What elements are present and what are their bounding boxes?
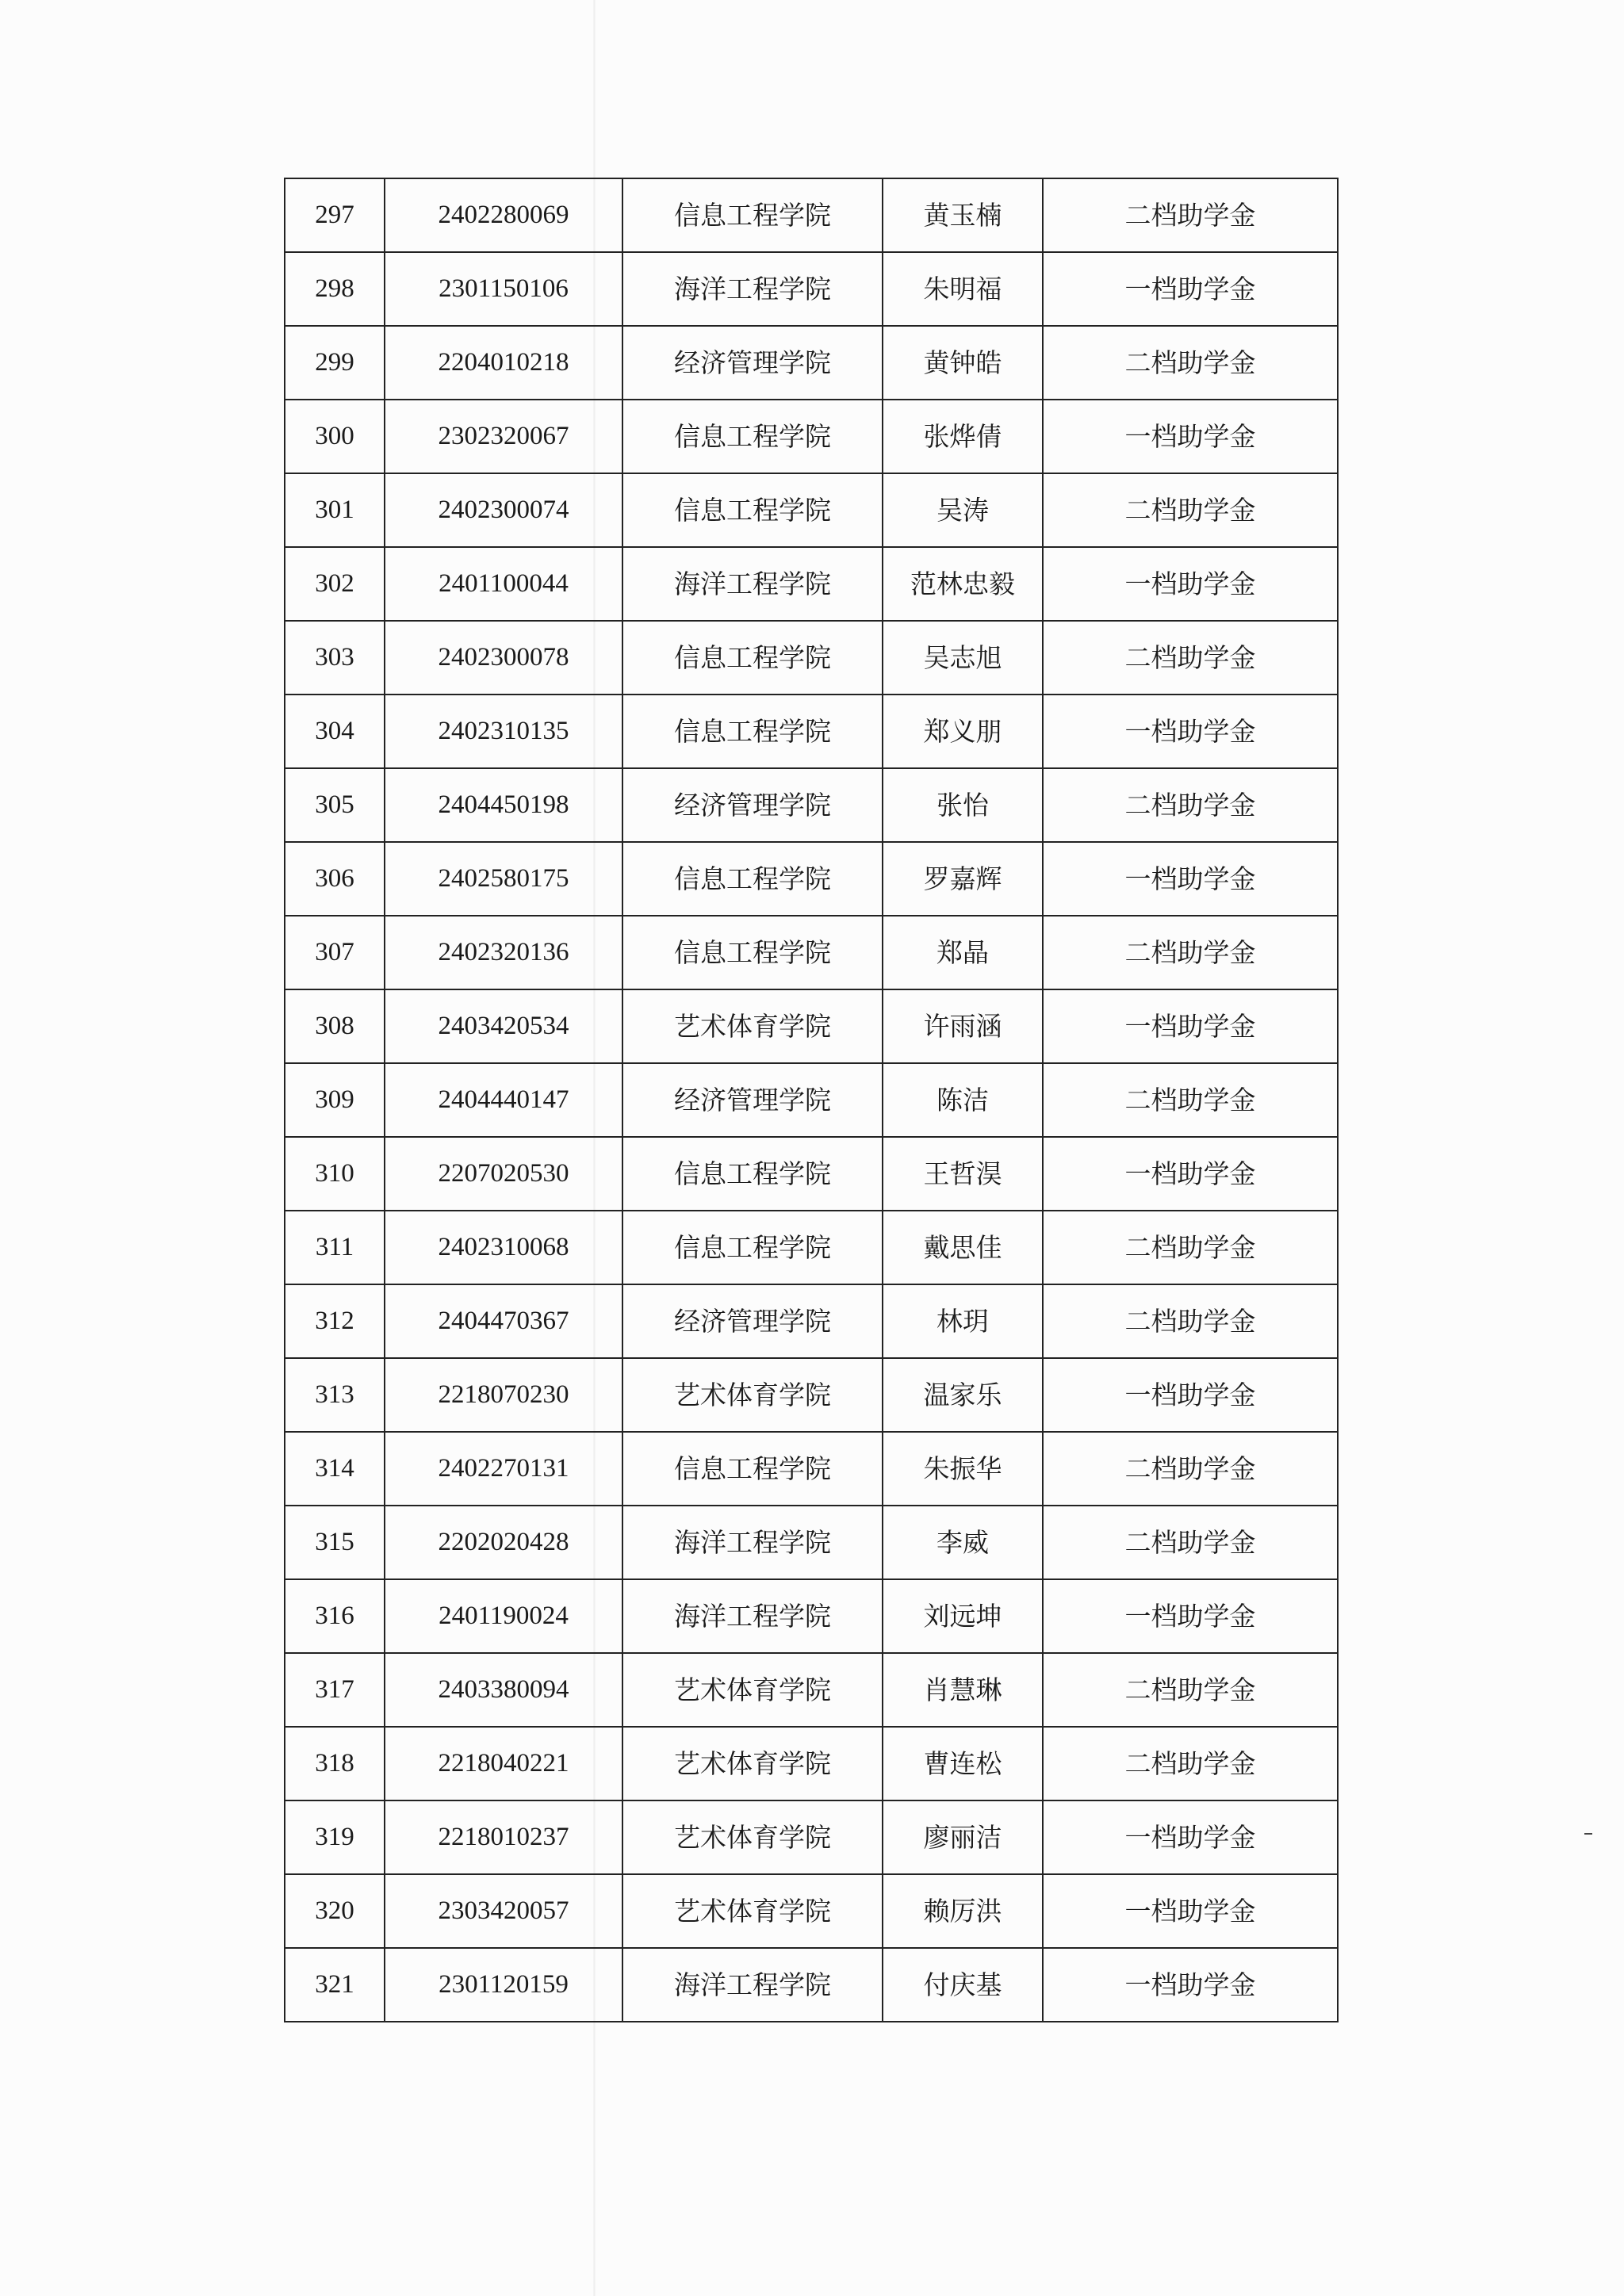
student-name-cell: 黄钟皓 <box>883 326 1043 400</box>
table-row <box>285 1506 1338 1579</box>
college-cell: 信息工程学院 <box>622 400 883 473</box>
table-row <box>285 1432 1338 1506</box>
table-row <box>285 473 1338 547</box>
student-name-cell: 许雨涵 <box>883 989 1043 1063</box>
college-cell: 信息工程学院 <box>622 695 883 768</box>
student-name-cell: 林玥 <box>883 1284 1043 1358</box>
grant-level-cell: 一档助学金 <box>1043 842 1338 916</box>
table-row <box>285 1063 1338 1137</box>
student-id-cell: 2218040221 <box>385 1727 622 1800</box>
student-id-cell: 2301120159 <box>385 1948 622 2022</box>
student-id-cell: 2303420057 <box>385 1874 622 1948</box>
student-name-cell: 陈洁 <box>883 1063 1043 1137</box>
row-number-cell: 319 <box>285 1800 385 1874</box>
table-row <box>285 1211 1338 1284</box>
table-row <box>285 695 1338 768</box>
student-name-cell: 罗嘉辉 <box>883 842 1043 916</box>
student-name-cell: 吴志旭 <box>883 621 1043 695</box>
grant-level-cell: 一档助学金 <box>1043 1948 1338 2022</box>
student-name-cell: 王哲淏 <box>883 1137 1043 1211</box>
scan-mark <box>1584 1833 1592 1835</box>
student-name-cell: 范林忠毅 <box>883 547 1043 621</box>
table-row <box>285 1727 1338 1800</box>
row-number-cell: 297 <box>285 178 385 252</box>
student-name-cell: 肖慧琳 <box>883 1653 1043 1727</box>
row-number-cell: 312 <box>285 1284 385 1358</box>
grant-level-cell: 一档助学金 <box>1043 547 1338 621</box>
table-row <box>285 1948 1338 2022</box>
student-name-cell: 曹连松 <box>883 1727 1043 1800</box>
student-id-cell: 2204010218 <box>385 326 622 400</box>
row-number-cell: 318 <box>285 1727 385 1800</box>
table-row <box>285 768 1338 842</box>
row-number-cell: 303 <box>285 621 385 695</box>
college-cell: 艺术体育学院 <box>622 1800 883 1874</box>
college-cell: 信息工程学院 <box>622 178 883 252</box>
row-number-cell: 307 <box>285 916 385 989</box>
college-cell: 海洋工程学院 <box>622 1506 883 1579</box>
student-id-cell: 2402280069 <box>385 178 622 252</box>
table-row <box>285 1284 1338 1358</box>
student-id-cell: 2402320136 <box>385 916 622 989</box>
student-id-cell: 2302320067 <box>385 400 622 473</box>
grant-level-cell: 二档助学金 <box>1043 621 1338 695</box>
table-row <box>285 1579 1338 1653</box>
grant-level-cell: 一档助学金 <box>1043 1874 1338 1948</box>
college-cell: 海洋工程学院 <box>622 1948 883 2022</box>
table-row <box>285 252 1338 326</box>
row-number-cell: 311 <box>285 1211 385 1284</box>
college-cell: 艺术体育学院 <box>622 1727 883 1800</box>
college-cell: 艺术体育学院 <box>622 989 883 1063</box>
table-row <box>285 178 1338 252</box>
student-name-cell: 戴思佳 <box>883 1211 1043 1284</box>
grant-level-cell: 二档助学金 <box>1043 1653 1338 1727</box>
student-name-cell: 吴涛 <box>883 473 1043 547</box>
table-row <box>285 1358 1338 1432</box>
row-number-cell: 316 <box>285 1579 385 1653</box>
student-name-cell: 赖厉洪 <box>883 1874 1043 1948</box>
college-cell: 信息工程学院 <box>622 916 883 989</box>
student-id-cell: 2402580175 <box>385 842 622 916</box>
table-row <box>285 916 1338 989</box>
college-cell: 信息工程学院 <box>622 1211 883 1284</box>
college-cell: 海洋工程学院 <box>622 547 883 621</box>
row-number-cell: 310 <box>285 1137 385 1211</box>
student-name-cell: 朱振华 <box>883 1432 1043 1506</box>
grant-level-cell: 一档助学金 <box>1043 695 1338 768</box>
student-name-cell: 付庆基 <box>883 1948 1043 2022</box>
table-row <box>285 1137 1338 1211</box>
student-id-cell: 2402310135 <box>385 695 622 768</box>
student-name-cell: 张烨倩 <box>883 400 1043 473</box>
grant-level-cell: 二档助学金 <box>1043 768 1338 842</box>
row-number-cell: 306 <box>285 842 385 916</box>
table-row <box>285 1653 1338 1727</box>
grant-level-cell: 一档助学金 <box>1043 1800 1338 1874</box>
grant-level-cell: 一档助学金 <box>1043 989 1338 1063</box>
row-number-cell: 315 <box>285 1506 385 1579</box>
row-number-cell: 298 <box>285 252 385 326</box>
student-name-cell: 张怡 <box>883 768 1043 842</box>
grant-level-cell: 一档助学金 <box>1043 1358 1338 1432</box>
row-number-cell: 321 <box>285 1948 385 2022</box>
row-number-cell: 302 <box>285 547 385 621</box>
student-id-cell: 2402310068 <box>385 1211 622 1284</box>
student-id-cell: 2403420534 <box>385 989 622 1063</box>
student-id-cell: 2404470367 <box>385 1284 622 1358</box>
row-number-cell: 317 <box>285 1653 385 1727</box>
table-row <box>285 547 1338 621</box>
grant-level-cell: 一档助学金 <box>1043 252 1338 326</box>
student-id-cell: 2218070230 <box>385 1358 622 1432</box>
table-row <box>285 989 1338 1063</box>
table-row <box>285 1800 1338 1874</box>
grant-level-cell: 一档助学金 <box>1043 1579 1338 1653</box>
row-number-cell: 300 <box>285 400 385 473</box>
student-name-cell: 黄玉楠 <box>883 178 1043 252</box>
college-cell: 经济管理学院 <box>622 326 883 400</box>
student-name-cell: 朱明福 <box>883 252 1043 326</box>
grant-level-cell: 二档助学金 <box>1043 1506 1338 1579</box>
student-id-cell: 2402270131 <box>385 1432 622 1506</box>
college-cell: 艺术体育学院 <box>622 1874 883 1948</box>
table-body <box>285 178 1338 2022</box>
college-cell: 经济管理学院 <box>622 768 883 842</box>
college-cell: 经济管理学院 <box>622 1063 883 1137</box>
student-id-cell: 2404450198 <box>385 768 622 842</box>
grant-level-cell: 二档助学金 <box>1043 1211 1338 1284</box>
student-name-cell: 廖丽洁 <box>883 1800 1043 1874</box>
row-number-cell: 313 <box>285 1358 385 1432</box>
student-name-cell: 郑晶 <box>883 916 1043 989</box>
student-id-cell: 2401100044 <box>385 547 622 621</box>
row-number-cell: 304 <box>285 695 385 768</box>
college-cell: 海洋工程学院 <box>622 252 883 326</box>
college-cell: 信息工程学院 <box>622 473 883 547</box>
student-id-cell: 2301150106 <box>385 252 622 326</box>
college-cell: 信息工程学院 <box>622 842 883 916</box>
grant-level-cell: 二档助学金 <box>1043 1063 1338 1137</box>
grant-level-cell: 二档助学金 <box>1043 473 1338 547</box>
row-number-cell: 305 <box>285 768 385 842</box>
student-id-cell: 2402300078 <box>385 621 622 695</box>
row-number-cell: 308 <box>285 989 385 1063</box>
grant-level-cell: 二档助学金 <box>1043 1284 1338 1358</box>
student-id-cell: 2401190024 <box>385 1579 622 1653</box>
student-name-cell: 刘远坤 <box>883 1579 1043 1653</box>
table-row <box>285 1874 1338 1948</box>
college-cell: 信息工程学院 <box>622 621 883 695</box>
student-name-cell: 郑义朋 <box>883 695 1043 768</box>
college-cell: 信息工程学院 <box>622 1137 883 1211</box>
row-number-cell: 314 <box>285 1432 385 1506</box>
grant-level-cell: 二档助学金 <box>1043 1727 1338 1800</box>
student-id-cell: 2207020530 <box>385 1137 622 1211</box>
student-id-cell: 2202020428 <box>385 1506 622 1579</box>
grant-recipient-table <box>284 178 1339 2022</box>
table-row <box>285 400 1338 473</box>
student-name-cell: 温家乐 <box>883 1358 1043 1432</box>
table-row <box>285 326 1338 400</box>
grant-level-cell: 二档助学金 <box>1043 916 1338 989</box>
row-number-cell: 299 <box>285 326 385 400</box>
college-cell: 海洋工程学院 <box>622 1579 883 1653</box>
table-row <box>285 621 1338 695</box>
student-id-cell: 2403380094 <box>385 1653 622 1727</box>
grant-level-cell: 二档助学金 <box>1043 1432 1338 1506</box>
student-id-cell: 2404440147 <box>385 1063 622 1137</box>
student-name-cell: 李威 <box>883 1506 1043 1579</box>
row-number-cell: 320 <box>285 1874 385 1948</box>
student-id-cell: 2402300074 <box>385 473 622 547</box>
college-cell: 信息工程学院 <box>622 1432 883 1506</box>
grant-level-cell: 二档助学金 <box>1043 178 1338 252</box>
student-id-cell: 2218010237 <box>385 1800 622 1874</box>
grant-level-cell: 二档助学金 <box>1043 326 1338 400</box>
row-number-cell: 301 <box>285 473 385 547</box>
grant-level-cell: 一档助学金 <box>1043 400 1338 473</box>
grant-level-cell: 一档助学金 <box>1043 1137 1338 1211</box>
row-number-cell: 309 <box>285 1063 385 1137</box>
table-row <box>285 842 1338 916</box>
college-cell: 经济管理学院 <box>622 1284 883 1358</box>
college-cell: 艺术体育学院 <box>622 1653 883 1727</box>
college-cell: 艺术体育学院 <box>622 1358 883 1432</box>
